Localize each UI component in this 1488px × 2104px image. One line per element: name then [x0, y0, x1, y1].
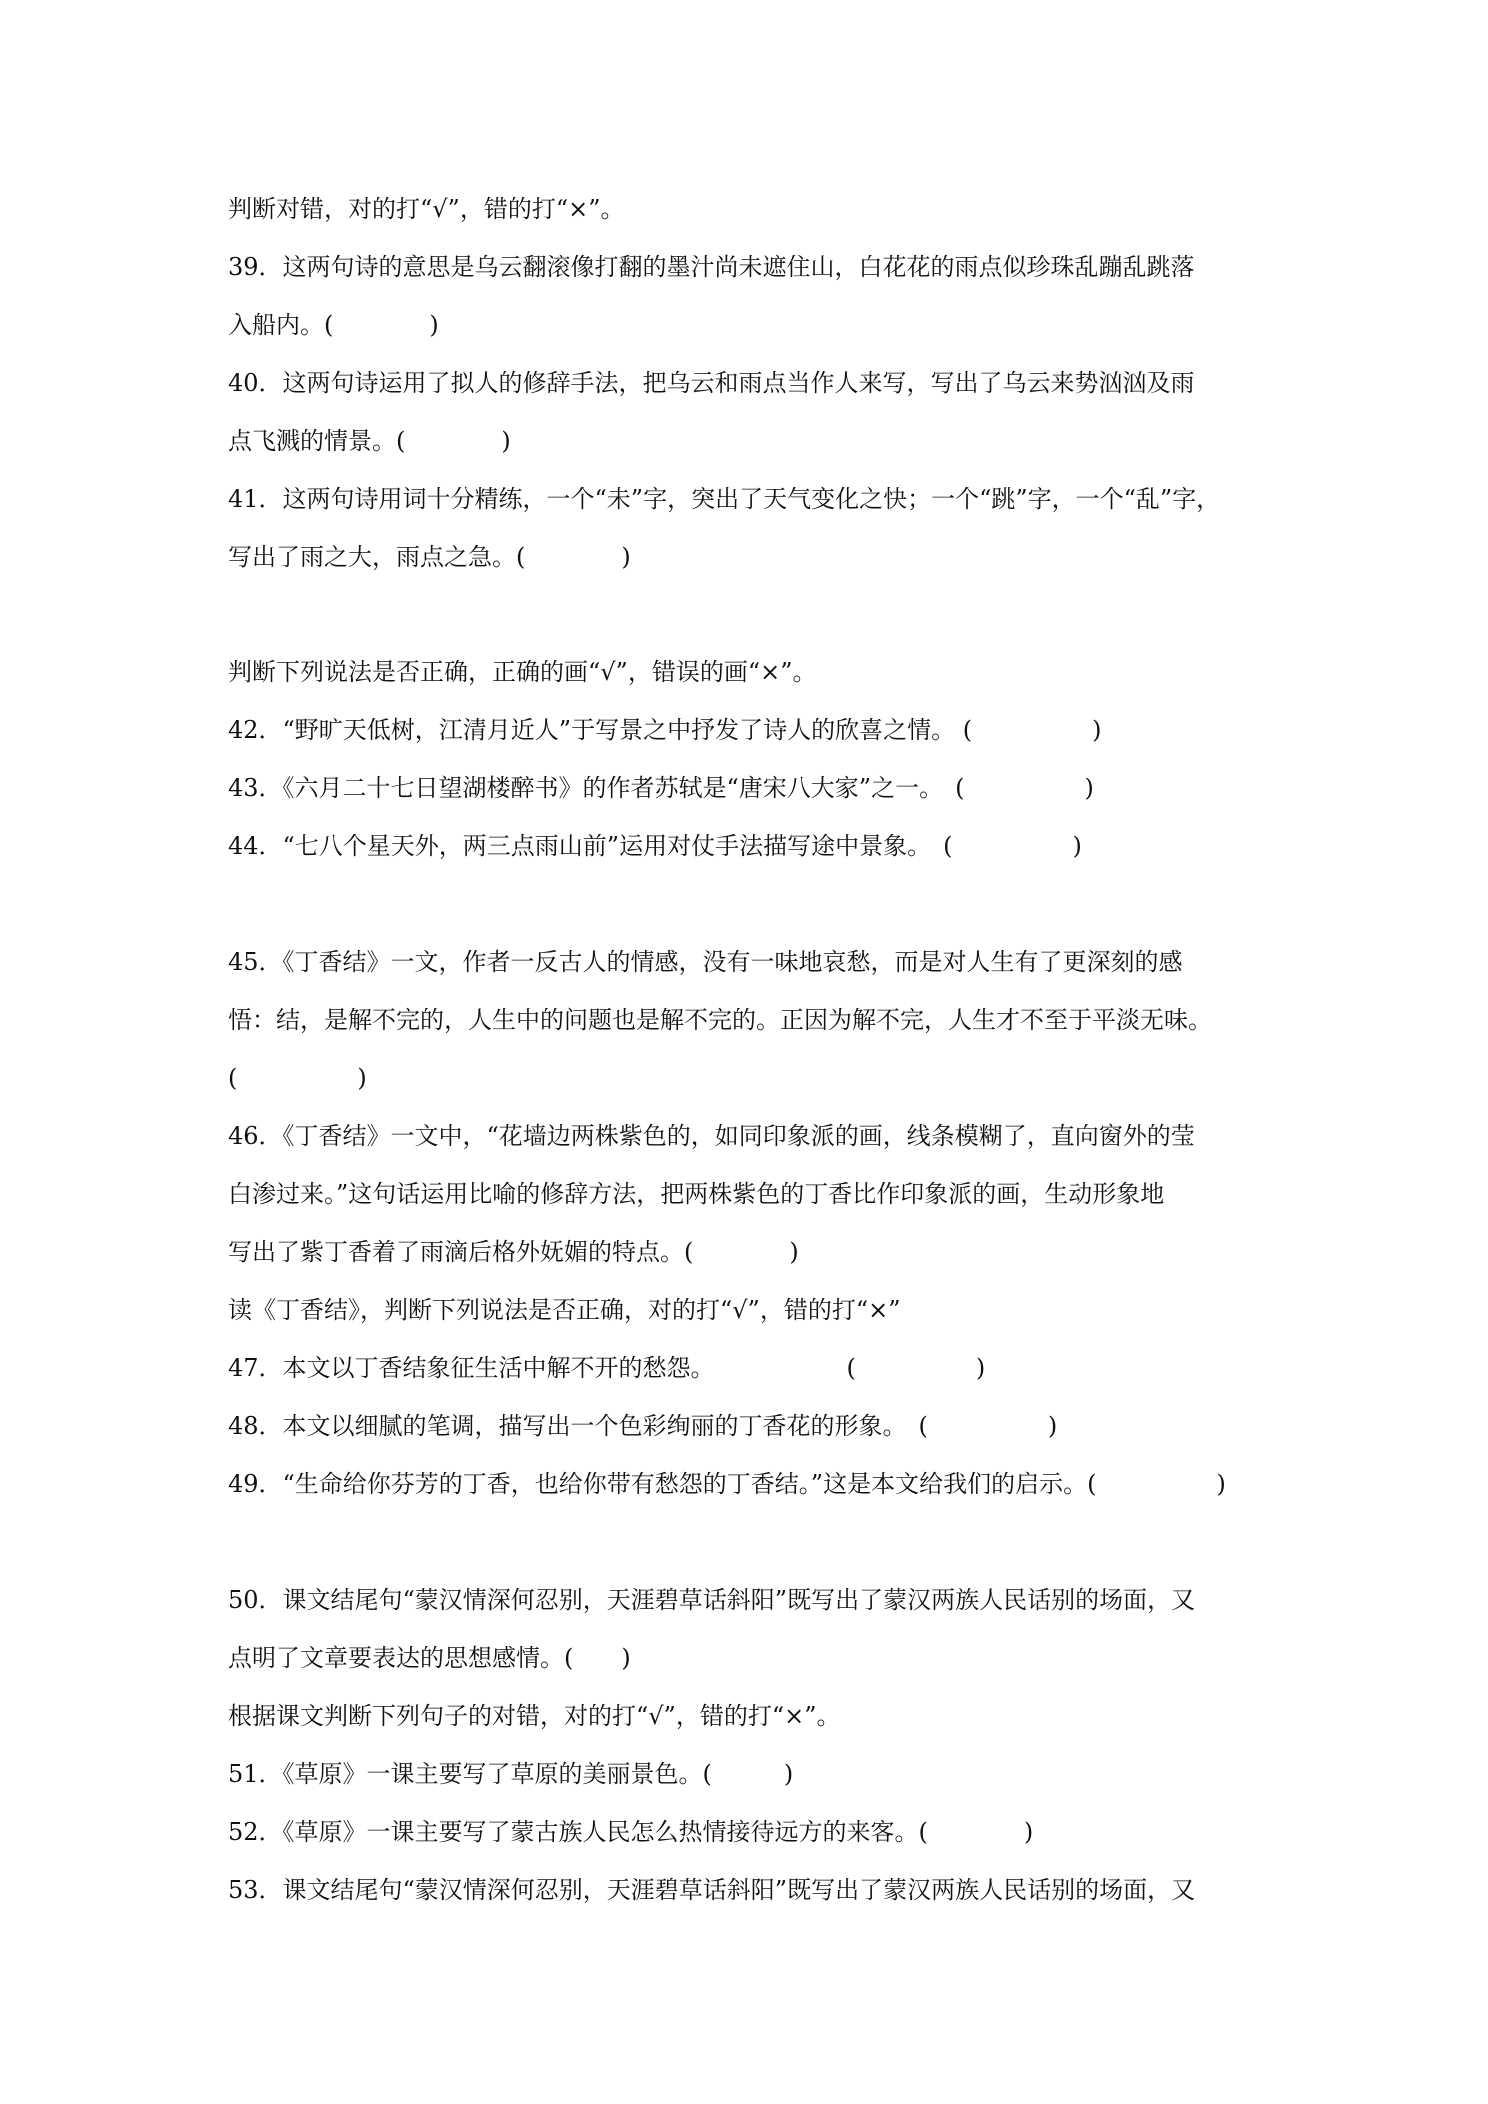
question-41-line-1: 41．这两句诗用词十分精练，一个“未”字，突出了天气变化之快；一个“跳”字，一个“乱”字，	[228, 485, 1221, 513]
question-51: 51．《草原》一课主要写了草原的美丽景色。( )	[228, 1760, 794, 1788]
question-49: 49．“生命给你芬芳的丁香，也给你带有愁怨的丁香结。”这是本文给我们的启示。( )	[228, 1470, 1226, 1498]
question-39-line-1: 39．这两句诗的意思是乌云翻滚像打翻的墨汁尚未遮住山，白花花的雨点似珍珠乱蹦乱跳落	[228, 253, 1195, 281]
question-42: 42．“野旷天低树，江清月近人”于写景之中抒发了诗人的欣喜之情。 ( )	[228, 716, 1102, 744]
section-instruction-51: 根据课文判断下列句子的对错，对的打“√”，错的打“×”。	[228, 1702, 841, 1730]
question-40-line-1: 40．这两句诗运用了拟人的修辞手法，把乌云和雨点当作人来写，写出了乌云来势汹汹及雨	[228, 369, 1195, 397]
question-46-line-3: 写出了紫丁香着了雨滴后格外妩媚的特点。( )	[228, 1238, 799, 1266]
question-53-line-1: 53．课文结尾句“蒙汉情深何忍别，天涯碧草话斜阳”既写出了蒙汉两族人民话别的场面，又	[228, 1876, 1196, 1904]
question-45-line-1: 45．《丁香结》一文，作者一反古人的情感，没有一味地哀愁，而是对人生有了更深刻的感	[228, 948, 1183, 976]
question-46-line-2: 白渗过来。”这句话运用比喻的修辞方法，把两株紫色的丁香比作印象派的画，生动形象地	[228, 1180, 1165, 1208]
question-46-line-1: 46．《丁香结》一文中，“花墙边两株紫色的，如同印象派的画，线条模糊了，直向窗外的莹	[228, 1122, 1195, 1150]
question-45-line-2: 悟：结，是解不完的，人生中的问题也是解不完的。正因为解不完，人生才不至于平淡无味。	[228, 1006, 1212, 1034]
question-50-line-1: 50．课文结尾句“蒙汉情深何忍别，天涯碧草话斜阳”既写出了蒙汉两族人民话别的场面，又	[228, 1586, 1196, 1614]
question-39-line-2: 入船内。( )	[228, 311, 439, 339]
question-45-line-3: ( )	[228, 1064, 367, 1092]
question-40-line-2: 点飞溅的情景。( )	[228, 427, 511, 455]
section-instruction-47: 读《丁香结》，判断下列说法是否正确，对的打“√”，错的打“×”	[228, 1296, 901, 1324]
question-52: 52．《草原》一课主要写了蒙古族人民怎么热情接待远方的来客。( )	[228, 1818, 1034, 1846]
question-47: 47．本文以丁香结象征生活中解不开的愁怨。 ( )	[228, 1354, 986, 1382]
question-50-line-2: 点明了文章要表达的思想感情。( )	[228, 1644, 631, 1672]
question-43: 43．《六月二十七日望湖楼醉书》的作者苏轼是“唐宋八大家”之一。 ( )	[228, 774, 1094, 802]
question-44: 44．“七八个星天外，两三点雨山前”运用对仗手法描写途中景象。 ( )	[228, 832, 1082, 860]
question-41-line-2: 写出了雨之大，雨点之急。( )	[228, 543, 631, 571]
question-48: 48．本文以细腻的笔调，描写出一个色彩绚丽的丁香花的形象。 ( )	[228, 1412, 1058, 1440]
section-instruction-42: 判断下列说法是否正确，正确的画“√”，错误的画“×”。	[228, 658, 817, 686]
section-instruction-39: 判断对错，对的打“√”，错的打“×”。	[228, 195, 625, 223]
